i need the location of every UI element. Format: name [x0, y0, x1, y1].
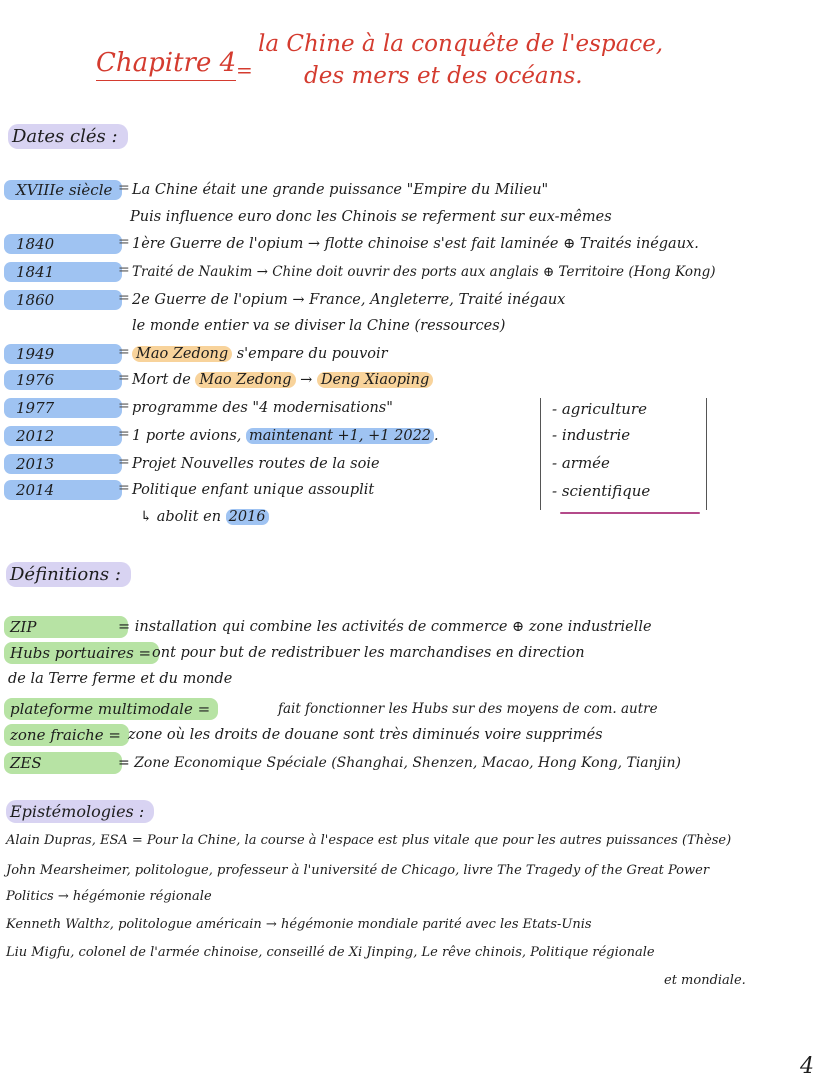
- eq-sign: =: [118, 262, 130, 278]
- timeline-text: ↳ abolit en 2016: [140, 507, 269, 527]
- page-title: [258, 28, 778, 92]
- modernisation-item: - armée: [552, 454, 610, 472]
- timeline-text: 1 porte avions, maintenant +1, +1 2022 .: [132, 428, 439, 444]
- epistemology-line: John Mearsheimer, politologue, professeur à l'université de Chicago, livre The Tragedy of the Great Power: [6, 863, 710, 878]
- title-line-2: des mers et des océans.: [304, 63, 583, 89]
- eq-sign: =: [118, 370, 130, 386]
- term-label: Hubs portuaires =: [4, 642, 159, 664]
- term-definition: fait fonctionner les Hubs sur des moyens de com. autre: [278, 701, 658, 717]
- eq-sign: =: [118, 480, 130, 496]
- year-badge: 2012: [4, 426, 122, 446]
- dates-heading: Dates clés :: [8, 124, 128, 149]
- timeline-text: Projet Nouvelles routes de la soie: [132, 456, 380, 472]
- eq-sign: =: [118, 454, 130, 470]
- term-definition: = installation qui combine les activités de commerce ⊕ zone industrielle: [118, 619, 652, 635]
- definitions-heading: Définitions :: [6, 562, 131, 587]
- modernisation-item: - agriculture: [552, 400, 647, 418]
- timeline-text: Politique enfant unique assouplit: [132, 482, 375, 498]
- year-badge: XVIIIe siècle: [4, 180, 122, 200]
- modernisation-item: - scientifique: [552, 482, 651, 500]
- timeline-text: 2e Guerre de l'opium → France, Angleterre, Traité inégaux: [132, 292, 566, 308]
- year-badge: 1840: [4, 234, 122, 254]
- modernisation-item: - industrie: [552, 426, 631, 444]
- term-definition: = Zone Economique Spéciale (Shanghai, Shenzen, Macao, Hong Kong, Tianjin): [118, 755, 681, 771]
- year-badge: 1841: [4, 262, 122, 282]
- timeline-text: Traité de Naukim → Chine doit ouvrir des ports aux anglais ⊕ Territoire (Hong Kong): [132, 264, 716, 280]
- year-badge: 1976: [4, 370, 122, 390]
- person-highlight: Mao Zedong: [195, 372, 295, 388]
- term-definition: zone où les droits de douane sont très diminués voire supprimés: [128, 727, 603, 743]
- epistemology-line: Kenneth Walthz, politologue américain → hégémonie mondiale parité avec les Etats-Unis: [6, 917, 592, 932]
- term-label: zone fraiche =: [4, 724, 129, 746]
- timeline-text: 1ère Guerre de l'opium → flotte chinoise s'est fait laminée ⊕ Traités inégaux.: [132, 236, 699, 252]
- date-highlight: maintenant +1, +1 2022: [246, 428, 434, 444]
- eq-sign: =: [118, 234, 130, 250]
- date-highlight: 2016: [226, 509, 269, 525]
- timeline-text: le monde entier va se diviser la Chine (ressources): [132, 318, 506, 334]
- person-highlight: Mao Zedong: [132, 346, 232, 362]
- year-badge: 1860: [4, 290, 122, 310]
- timeline-text: La Chine était une grande puissance "Empire du Milieu": [132, 182, 549, 198]
- person-highlight: Deng Xiaoping: [317, 372, 433, 388]
- eq-sign: =: [118, 426, 130, 442]
- eq-sign: =: [118, 180, 130, 196]
- year-badge: 1977: [4, 398, 122, 418]
- year-badge: 1949: [4, 344, 122, 364]
- term-definition: ont pour but de redistribuer les marchandises en direction: [152, 645, 585, 661]
- eq-sign: =: [118, 290, 130, 306]
- year-badge: 2013: [4, 454, 122, 474]
- title-line-1: la Chine à la conquête de l'espace,: [258, 31, 664, 57]
- epistemology-line: Politics → hégémonie régionale: [6, 889, 212, 904]
- epistemology-line: et mondiale.: [664, 973, 746, 988]
- epistemology-line: Liu Migfu, colonel de l'armée chinoise, conseillé de Xi Jinping, Le rêve chinois, Politique régionale: [6, 945, 655, 960]
- timeline-text: programme des "4 modernisations": [132, 400, 393, 416]
- timeline-text: Mao Zedong s'empare du pouvoir: [132, 344, 388, 364]
- eq-sign: =: [118, 398, 130, 414]
- year-badge: 2014: [4, 480, 122, 500]
- term-label: ZIP: [4, 616, 128, 638]
- chapter-eq: =: [236, 58, 253, 82]
- eq-sign: =: [118, 344, 130, 360]
- term-label: ZES: [4, 752, 122, 774]
- epistemology-line: Alain Dupras, ESA = Pour la Chine, la course à l'espace est plus vitale que pour les autres puissances (Thèse): [6, 833, 732, 848]
- timeline-text: Mort de Mao Zedong → Deng Xiaoping: [132, 370, 433, 390]
- timeline-text: Puis influence euro donc les Chinois se referment sur eux-mêmes: [130, 209, 612, 225]
- chapter-label: Chapitre 4: [96, 48, 236, 81]
- term-label: plateforme multimodale =: [4, 698, 218, 720]
- term-definition: de la Terre ferme et du monde: [8, 671, 233, 687]
- epistemologies-heading: Epistémologies :: [6, 800, 154, 823]
- modernisations-underline: [560, 512, 700, 514]
- page-number: 4: [800, 1054, 814, 1079]
